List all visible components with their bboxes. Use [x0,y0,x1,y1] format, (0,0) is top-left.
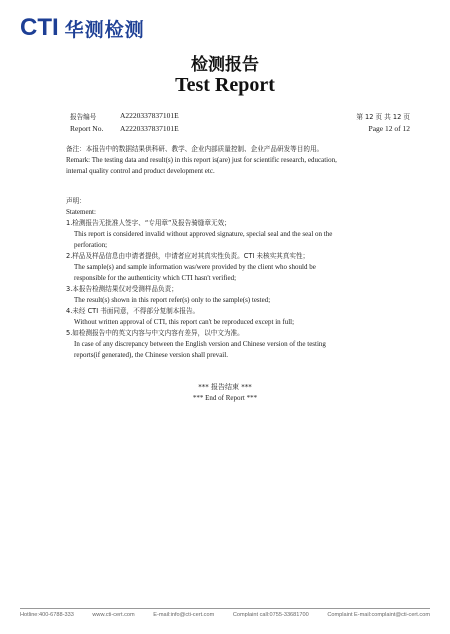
report-no-en: A2220337837101E [120,124,179,133]
footer-website: www.cti-cert.com [92,612,135,618]
statement-item-1-en1: This report is considered invalid without approved signature, special seal and the seal on the [74,230,333,238]
cti-logo [20,14,145,42]
statement-item-4-en1: Without written approval of CTI, this report can't be reproduced except in full; [74,318,295,326]
statement-item-1-cn: 1.检测报告无批准人签字、“专用章”及报告骑缝章无效； [66,219,231,227]
remark-en-line2: internal quality control and product development etc. [66,167,215,175]
statement-item-5-en1: In case of any discrepancy between the English version and Chinese version of the testing [74,340,326,348]
remark-cn: 备注：本报告中的数据结果供科研、教学、企业内部质量控制、企业产品研发等目的用。 [66,145,324,153]
statement-heading-cn: 声明： [66,197,86,205]
title-english: Test Report [175,74,275,96]
end-of-report-en: *** End of Report *** [192,394,258,402]
statement-item-5-cn: 5.如检测报告中的英文内容与中文内容有差异，以中文为准。 [66,329,244,337]
footer-divider [20,608,430,609]
footer [20,612,430,618]
statement-item-2-en1: The sample(s) and sample information was/were provided by the client who should be [74,263,316,271]
statement-item-2-en2: responsible for the authenticity which CTI hasn't verified; [74,274,237,282]
page-en: Page 12 of 12 [368,124,410,133]
page-cn: 第 12 页 共 12 页 [356,113,410,121]
statement-item-5-en2: reports(if generated), the Chinese version shall prevail. [74,351,228,359]
footer-email: E-mail:info@cti-cert.com [153,612,215,618]
remark-en-line1: Remark: The testing data and result(s) in this report is(are) just for scientific research, education, [66,156,337,164]
statement-item-1-en2: perforation; [74,241,108,249]
remark-block [66,144,386,177]
statement-item-2-cn: 2.样品及样品信息由申请者提供，申请者应对其真实性负责。CTI 未核实其真实性； [66,252,310,260]
footer-complaint-email: Complaint E-mail:complaint@cti-cert.com [327,612,430,618]
report-no-label-en: Report No. [70,124,104,133]
title-chinese: 检测报告 [191,55,259,75]
statement-block [66,196,386,361]
end-of-report-cn: *** 报告结束 *** [198,383,252,391]
footer-hotline: Hotline:400-6788-333 [20,612,74,618]
statement-item-3-en1: The result(s) shown in this report refer(s) only to the sample(s) tested; [74,296,271,304]
report-no-label-cn: 报告编号 [70,113,97,121]
statement-item-4-cn: 4.未经 CTI 书面同意，不得部分复制本报告。 [66,307,200,315]
statement-heading-en: Statement: [66,208,96,216]
logo-mark: CTI [20,14,59,41]
logo-chinese-name: 华测检测 [64,18,145,41]
footer-complaint-call: Complaint call:0755-33681700 [232,612,309,618]
report-no-cn: A2220337837101E [120,111,179,120]
statement-item-3-cn: 3.本报告检测结果仅对受测样品负责； [66,285,178,293]
